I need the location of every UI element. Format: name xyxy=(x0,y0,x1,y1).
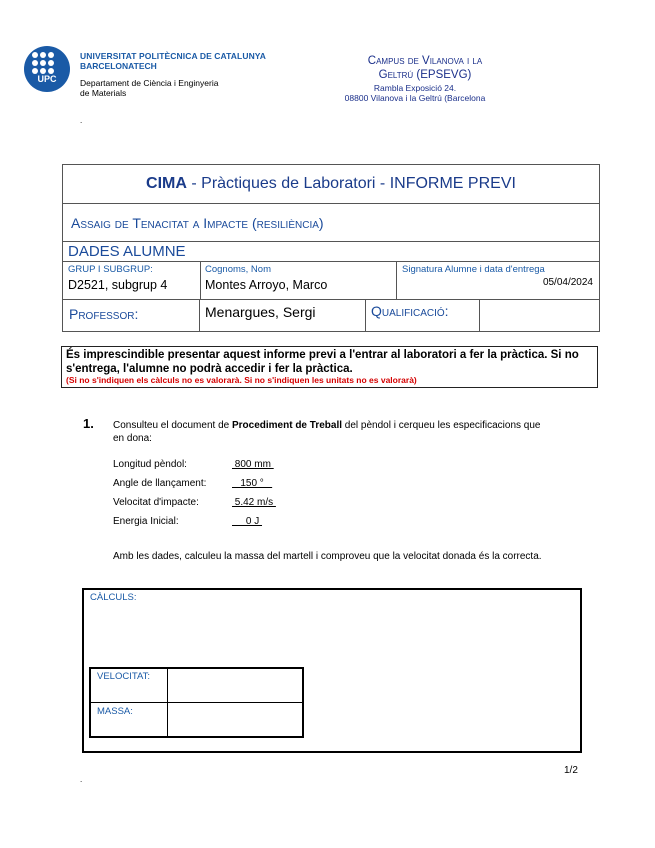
calculations-label: CÀLCULS: xyxy=(90,592,137,603)
stray-dot-bottom: . xyxy=(80,775,83,784)
form-title-cell xyxy=(62,164,600,204)
spec-value[interactable]: 5.42 m/s xyxy=(232,497,276,508)
spec-label: Angle de llançament: xyxy=(113,478,207,489)
name-field[interactable]: Montes Arroyo, Marco xyxy=(205,278,328,292)
student-data-row xyxy=(62,262,600,300)
department-line1: Departament de Ciència i Enginyeria xyxy=(80,78,219,88)
spec-row xyxy=(113,497,199,508)
signature-date[interactable]: 05/04/2024 xyxy=(542,277,593,288)
question-text xyxy=(113,419,553,445)
address-line2: 08800 Vilanova i la Geltrú (Barcelona xyxy=(344,93,486,103)
logo-text: UPC xyxy=(37,74,57,84)
spec-label: Longitud pèndol: xyxy=(113,459,187,470)
student-section-title: DADES ALUMNE xyxy=(68,243,186,260)
spec-row xyxy=(113,478,206,489)
student-section-cell xyxy=(62,242,600,262)
group-label: GRUP I SUBGRUP: xyxy=(68,264,153,275)
address-line1: Rambla Exposició 24. xyxy=(373,83,457,93)
page-number: 1/2 xyxy=(564,765,578,776)
mass-label: MASSA: xyxy=(97,706,133,717)
spec-label: Energia Inicial: xyxy=(113,516,179,527)
name-label: Cognoms, Nom xyxy=(205,264,271,275)
campus-line2: Geltrú (EPSEVG) xyxy=(378,69,472,81)
notice-warning: (Si no s'indiquen els càlculs no es valorarà. Si no s'indiquen les unitats no es valorarà) xyxy=(66,375,417,385)
logo-dots-icon xyxy=(32,52,62,74)
campus-line1: Campus de Vilanova i la xyxy=(367,55,483,67)
spec-value[interactable]: 800 mm xyxy=(232,459,274,470)
upc-logo xyxy=(24,46,70,92)
question-text-bold: Procediment de Treball xyxy=(231,420,343,431)
spec-row xyxy=(113,459,187,470)
university-name: UNIVERSITAT POLITÈCNICA DE CATALUNYA xyxy=(80,51,267,61)
instruction-text: Amb les dades, calculeu la massa del martell i comproveu que la velocitat donada és la correcta. xyxy=(113,551,542,562)
professor-field[interactable]: Menargues, Sergi xyxy=(205,304,316,320)
assay-cell xyxy=(62,204,600,242)
mass-field[interactable] xyxy=(169,703,302,736)
spec-value[interactable]: 150 ° xyxy=(232,478,273,489)
campus-address xyxy=(325,83,505,103)
question-number: 1. xyxy=(83,416,94,431)
grade-label: Qualificació: xyxy=(371,303,449,319)
notice-main: És imprescindible presentar aquest informe previ a l'entrar al laboratori a fer la pràctica. Si no s'entrega, l'alumne no podrà accedir i fer la pràctica. xyxy=(66,349,579,375)
assay-title: Assaig de Tenacitat a Impacte (resiliència) xyxy=(71,215,324,231)
campus-name xyxy=(325,54,525,82)
question-text-before: Consulteu el document de xyxy=(113,420,232,431)
department-line2: de Materials xyxy=(80,88,127,98)
form-title xyxy=(63,175,599,193)
title-rest: - Pràctiques de Laboratori - INFORME PREVI xyxy=(186,175,516,192)
title-cima: CIMA xyxy=(146,175,187,192)
question-text-after: del pèndol i cerqueu les especificacions que en dona: xyxy=(113,420,541,444)
results-table xyxy=(89,667,304,738)
spec-row xyxy=(113,516,179,527)
signature-label: Signatura Alumne i data d'entrega xyxy=(402,264,545,275)
group-field[interactable]: D2521, subgrup 4 xyxy=(68,278,168,292)
spec-value[interactable]: 0 J xyxy=(232,516,263,527)
professor-row xyxy=(62,300,600,332)
spec-label: Velocitat d'impacte: xyxy=(113,497,199,508)
velocity-field[interactable] xyxy=(169,669,302,702)
velocity-label: VELOCITAT: xyxy=(97,671,150,682)
stray-dot-top: . xyxy=(80,116,83,125)
university-tagline: BARCELONATECH xyxy=(80,61,157,71)
notice-box xyxy=(61,346,598,388)
professor-label: Professor: xyxy=(69,306,139,322)
